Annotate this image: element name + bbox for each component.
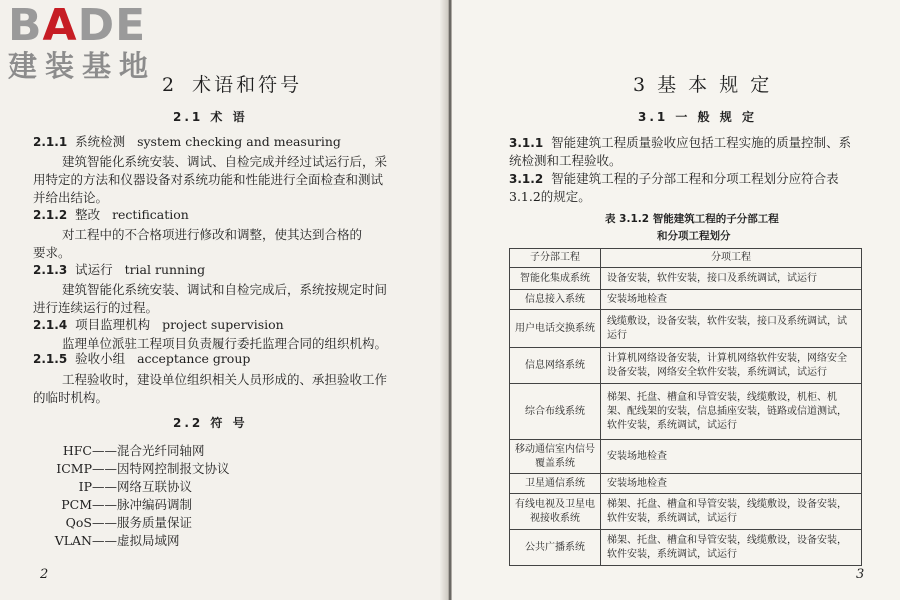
page-number-right: 3 (856, 567, 865, 582)
table-cell: 安装场地检查 (601, 474, 862, 494)
table-row (510, 440, 862, 474)
division-table (509, 248, 862, 566)
watermark-logo (8, 0, 157, 83)
table-caption: 表 3.1.2 智能建筑工程的子分部工程 (605, 213, 779, 225)
section-2-2-heading: 2.2 符 号 (173, 416, 248, 430)
table-row (510, 530, 862, 566)
table-cell: 有线电视及卫星电视接收系统 (510, 494, 601, 530)
page-number-left: 2 (40, 567, 49, 582)
term-2-1-3-line: 建筑智能化系统安装、调试和自检完成后，系统按规定时间 (62, 282, 388, 297)
table-cell: 公共广播系统 (510, 530, 601, 566)
term-2-1-1-line: 用特定的方法和仪器设备对系统功能和性能进行全面检查和测试 (33, 172, 384, 187)
term-2-1-2-line: 要求。 (33, 245, 71, 260)
clause-3-1-1-line: 3.1.1 智能建筑工程质量验收应包括工程实施的质量控制、系 (509, 135, 852, 150)
term-2-1-4-title: 2.1.4 项目监理机构 project supervision (33, 317, 284, 332)
table-cell: 设备安装，软件安装，接口及系统调试，试运行 (601, 268, 862, 290)
table-cell: 安装场地检查 (601, 290, 862, 310)
table-cell: 智能化集成系统 (510, 268, 601, 290)
table-cell: 安装场地检查 (601, 440, 862, 474)
term-2-1-1-line: 建筑智能化系统安装、调试、自检完成并经过试运行后，采 (62, 154, 388, 169)
table-cell: 梯架、托盘、槽盒和导管安装，线缆敷设，设备安装，软件安装，系统调试，试运行 (601, 530, 862, 566)
table-cell: 移动通信室内信号覆盖系统 (510, 440, 601, 474)
section-3-1-heading: 3.1 一 般 规 定 (638, 110, 757, 124)
symbol-row: ICMP——因特网控制报文协议 (56, 461, 230, 476)
table-row (510, 310, 862, 348)
symbol-row: VLAN——虚拟局域网 (54, 533, 180, 548)
term-2-1-1-line: 并给出结论。 (33, 190, 109, 205)
table-cell: 用户电话交换系统 (510, 310, 601, 348)
table-cell: 信息网络系统 (510, 348, 601, 384)
table-caption-cont: 和分项工程划分 (657, 230, 731, 242)
section-2-1-heading: 2.1 术 语 (173, 110, 248, 124)
table-cell: 计算机网络设备安装，计算机网络软件安装，网络安全设备安装，网络安全软件安装，系统调试，试运行 (601, 348, 862, 384)
table-header-row (510, 249, 862, 268)
right-page (452, 0, 900, 600)
symbol-row: PCM——脉冲编码调制 (61, 497, 193, 512)
clause-3-1-1-line: 统检测和工程验收。 (509, 153, 622, 168)
table-row (510, 384, 862, 440)
symbol-row: QoS——服务质量保证 (65, 515, 193, 530)
left-page (0, 0, 448, 600)
term-2-1-3-line: 进行连续运行的过程。 (33, 300, 159, 315)
term-2-1-3-title: 2.1.3 试运行 trial running (33, 262, 206, 277)
term-2-1-5-title: 2.1.5 验收小组 acceptance group (33, 351, 251, 366)
table-row (510, 494, 862, 530)
table-cell: 梯架、托盘、槽盒和导管安装，线缆敷设，机柜、机架、配线架的安装，信息插座安装，链路或信道测试，软件安装，系统调试，试运行 (601, 384, 862, 440)
term-2-1-5-line: 工程验收时，建设单位组织相关人员形成的、承担验收工作 (62, 372, 388, 387)
table-cell: 线缆敷设，设备安装，软件安装，接口及系统调试，试运行 (601, 310, 862, 348)
term-2-1-4-line: 监理单位派驻工程项目负责履行委托监理合同的组织机构。 (62, 336, 388, 351)
term-2-1-2-line: 对工程中的不合格项进行修改和调整，使其达到合格的 (62, 227, 363, 242)
chapter-3-heading: 3 基 本 规 定 (633, 74, 773, 96)
logo-brand: BADE (8, 0, 147, 51)
term-2-1-5-line: 的临时机构。 (33, 390, 109, 405)
table-cell: 梯架、托盘、槽盒和导管安装，线缆敷设，设备安装，软件安装，系统调试，试运行 (601, 494, 862, 530)
symbol-row: HFC——混合光纤同轴网 (62, 443, 205, 458)
term-2-1-2-title: 2.1.2 整改 rectification (33, 207, 189, 222)
table-row (510, 290, 862, 310)
term-2-1-1-title: 2.1.1 系统检测 system checking and measuring (33, 134, 341, 149)
symbol-list (20, 441, 400, 549)
logo-cn-text: 建装基地 (8, 49, 157, 83)
symbol-row: IP——网络互联协议 (78, 479, 193, 494)
table-row (510, 474, 862, 494)
table-header-cell: 子分部工程 (510, 249, 601, 268)
clause-3-1-2-line: 3.1.2的规定。 (509, 189, 591, 204)
clause-3-1-2-line: 3.1.2 智能建筑工程的子分部工程和分项工程划分应符合表 (509, 171, 839, 186)
table-cell: 综合布线系统 (510, 384, 601, 440)
table-row (510, 348, 862, 384)
table-header-cell: 分项工程 (601, 249, 862, 268)
table-row (510, 268, 862, 290)
table-cell: 卫星通信系统 (510, 474, 601, 494)
table-cell: 信息接入系统 (510, 290, 601, 310)
chapter-2-heading: 2 术语和符号 (162, 74, 303, 96)
